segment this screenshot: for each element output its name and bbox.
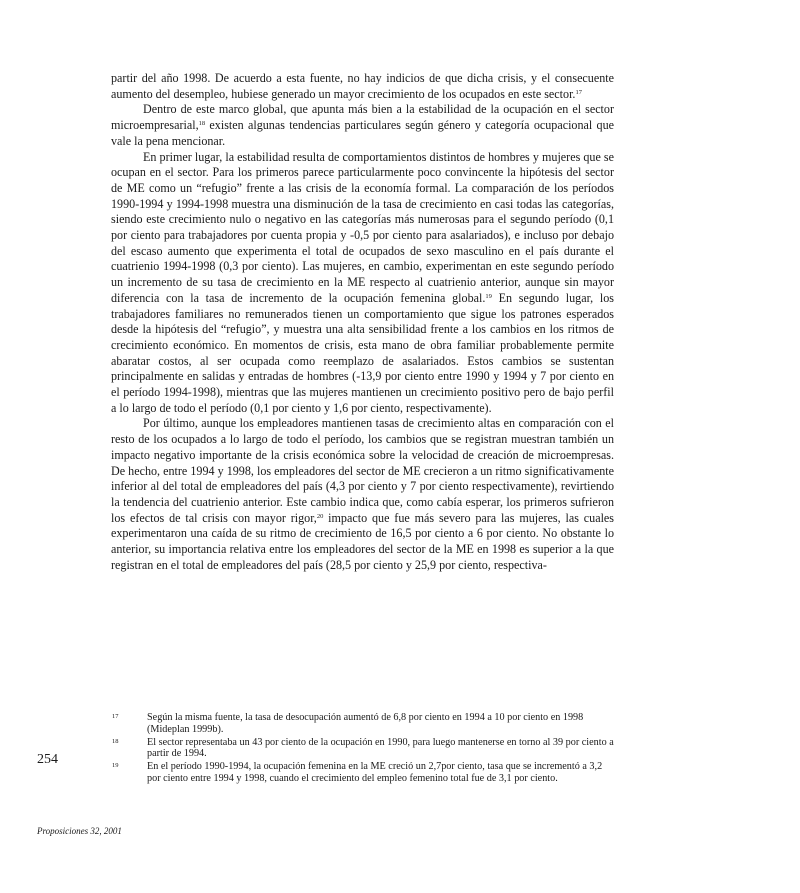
footnote-ref: 17 xyxy=(575,88,582,96)
footnote-text: El sector representaba un 43 por ciento de la ocupación en 1990, para luego mantenerse en torno al 39 por ciento a partir de 1994. xyxy=(147,736,614,760)
footnote xyxy=(111,712,614,736)
footnote-text: En el período 1990-1994, la ocupación femenina en la ME creció un 2,7por ciento, tasa que se incrementó a 3,2 por ciento entre 1994 y 1998, cuando el crecimiento del empleo femenino total fue de 3,1 por ciento. xyxy=(147,761,603,784)
paragraph: Por último, aunque los empleadores mantienen tasas de crecimiento altas en comparación con el resto de los ocupados a lo largo de todo el período, los cambios que se registran muestran también un impacto negativo importante de la crisis económica sobre la velocidad de creación de microempresas. De hecho, entre 1994 y 1998, los empleadores del sector de ME crecieron a un ritmo significativamente inferior al del total de empleadores del país (4,3 por ciento y 7 por ciento respectivamente), revirtiendo la tendencia del cuatrienio anterior. Este cambio indica que, como cabía esperar, los primeros sufrieron los efectos de tal crisis con mayor rigor,$^{20}$ impacto que fue más severo para las mujeres, las cuales experimentaron una caída de su ritmo de crecimiento de 16,5 por ciento a 6 por ciento. No obstante lo anterior, su importancia relativa entre los empleadores del sector de la ME en 1998 es superior a la que registran en el total de empleadores del país (28,5 por ciento y 25,9 por ciento, respectiva- xyxy=(111,416,614,572)
paragraph: En primer lugar, la estabilidad resulta de comportamientos distintos de hombres y mujeres que se ocupan en el sector. Para los primeros parece particularmente poco convincente la hipótesis del sector de ME como un “refugio” frente a las crisis de la economía formal. La comparación de los períodos 1990-1994 y 1994-1998 muestra una disminución de la tasa de crecimiento en casi todas las categorías, siendo este crecimiento nulo o negativo en las categorías más numerosas para el segundo período (0,1 por ciento para trabajadores por cuenta propia y -0,5 por ciento para asalariados), e incluso por debajo del escaso aumento que experimenta el total de ocupados de sexo masculino en el país durante el cuatrienio 1994-1998 (0,3 por ciento). Las mujeres, en cambio, experimentan en este segundo período un incremento de su tasa de crecimiento en la ME respecto al cuatrienio anterior, aunque sin mayor diferencia con la tasa de incremento de la ocupación femenina global.$^{19}$ En segundo lugar, los trabajadores familiares no remunerados tienen un comportamiento que sigue los patrones esperados desde la hipótesis del “refugio”, y muestra una alta sensibilidad frente a los cambios en los ritmos de crecimiento económico. En momentos de crisis, esta mano de obra familiar probablemente permite abaratar costos, al ser ocupada como reemplazo de asalariados. Estos cambios se sustentan principalmente en salidas y entradas de hombres (-13,9 por ciento entre 1990 y 1994 y 7 por ciento en el período 1994-1998), mientras que las mujeres mantienen un crecimiento positivo pero de bajo perfil a lo largo de todo el período (0,1 por ciento y 1,6 por ciento, respectivamente). xyxy=(111,149,614,415)
footnote-number: 18 xyxy=(112,737,119,745)
footnote-number: 19 xyxy=(112,762,119,770)
footnote xyxy=(111,737,614,761)
footnote-ref: 20 xyxy=(316,512,324,520)
journal-citation: Proposiciones 32, 2001 xyxy=(37,826,122,836)
footnote-ref: 19 xyxy=(485,292,492,300)
footnote-ref: 18 xyxy=(198,120,206,128)
paragraph: partir del año 1998. De acuerdo a esta fuente, no hay indicios de que dicha crisis, y el consecuente aumento del desempleo, hubiese generado un mayor crecimiento de los ocupados en este sector.$^{17}$ xyxy=(111,71,614,101)
footnote-number: 17 xyxy=(112,713,119,720)
page-number: 254 xyxy=(37,752,58,767)
footnote-text: Según la misma fuente, la tasa de desocupación aumentó de 6,8 por ciento en 1994 a 10 por ciento en 1998 (Mideplan 1999b). xyxy=(147,712,584,735)
footnote xyxy=(111,761,614,785)
footnotes xyxy=(111,712,614,786)
body-text xyxy=(111,71,614,574)
paragraph: Dentro de este marco global, que apunta más bien a la estabilidad de la ocupación en el sector microempresarial,$^{18}$ existen algunas tendencias particulares según género y categoría ocupacional que vale la pena mencionar. xyxy=(111,102,614,148)
